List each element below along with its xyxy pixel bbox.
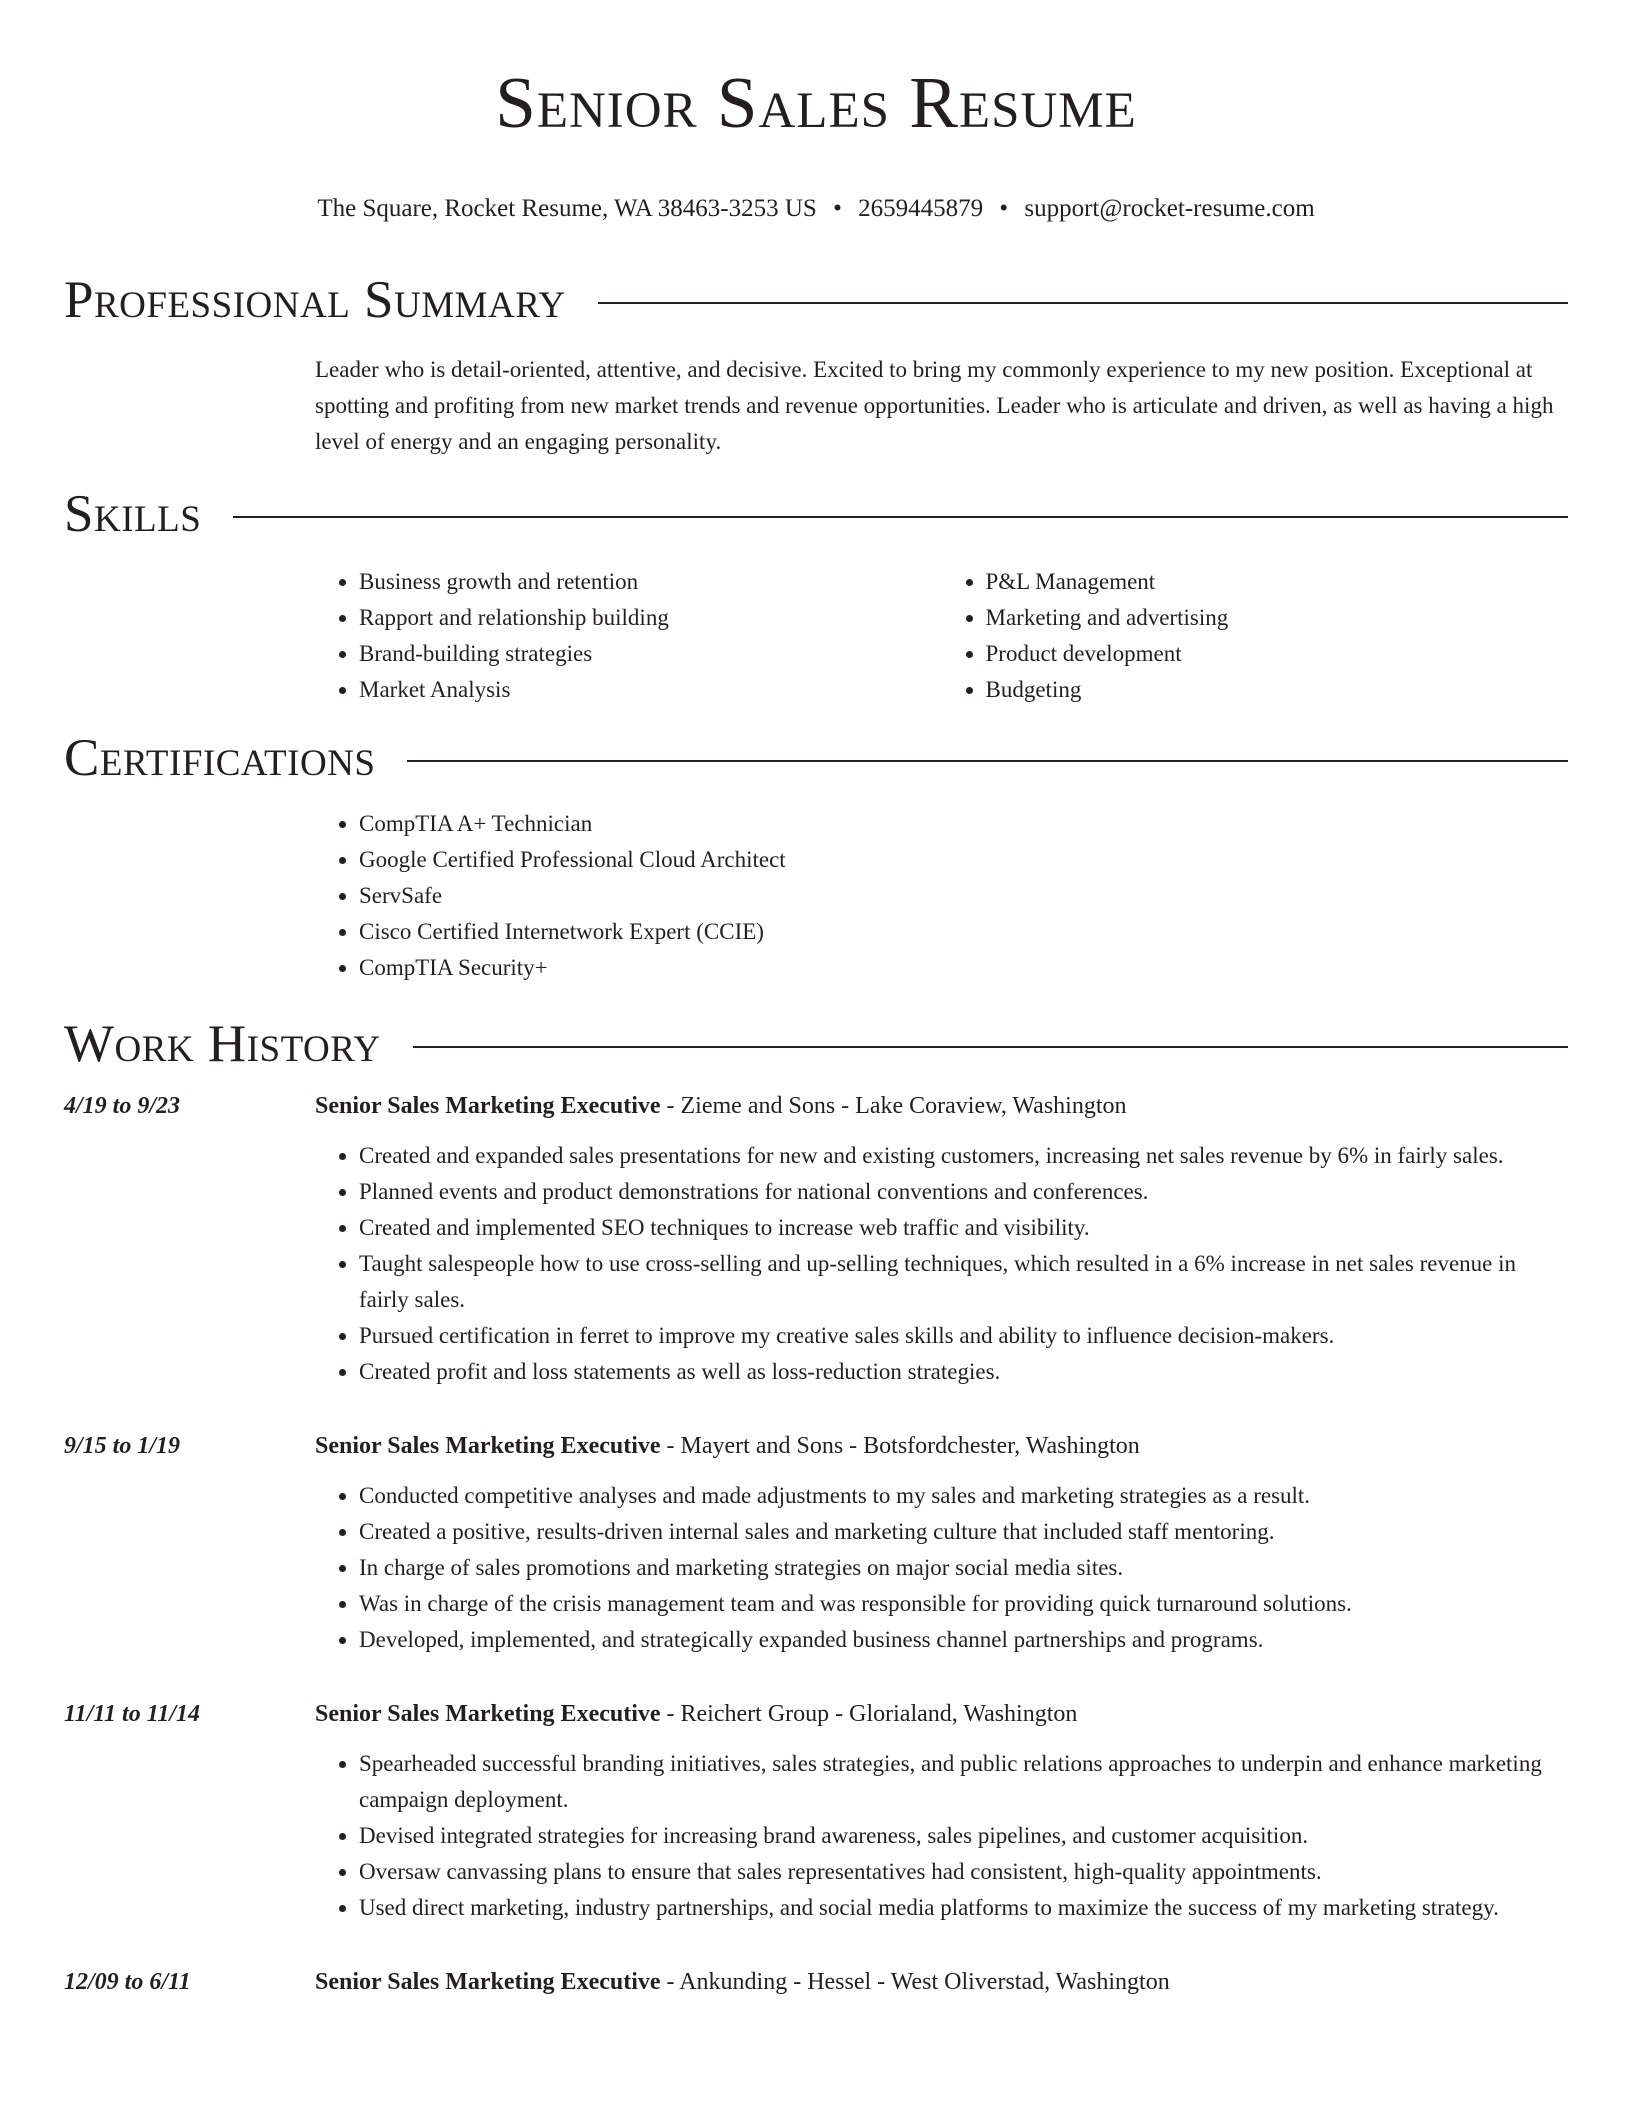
company-location: - Zieme and Sons - Lake Coraview, Washington xyxy=(660,1093,1127,1119)
work-entry xyxy=(64,1696,1568,1926)
work-entries xyxy=(64,1088,1568,2000)
responsibility-item: • Developed, implemented, and strategically expanded business channel partnerships and programs. xyxy=(359,1622,1568,1658)
skill-item: • Product development xyxy=(986,636,1569,672)
responsibility-item: • Taught salespeople how to use cross-selling and up-selling techniques, which resulted in a 6% increase in net sales revenue in fairly sales. xyxy=(359,1246,1568,1318)
skill-item: • P&L Management xyxy=(986,564,1569,600)
work-entry-header xyxy=(64,1964,1568,2000)
resume-name: Senior Sales Resume xyxy=(495,62,1137,143)
section-divider xyxy=(413,1046,1568,1048)
section-divider xyxy=(598,302,1568,304)
work-entry-header xyxy=(64,1088,1568,1124)
certifications-section-header xyxy=(64,728,1568,788)
responsibility-item: • Spearheaded successful branding initiatives, sales strategies, and public relations approaches to underpin and enhance marketing campaign deployment. xyxy=(359,1746,1568,1818)
job-title: Senior Sales Marketing Executive xyxy=(315,1701,661,1727)
contact-phone: 2659445879 xyxy=(858,195,984,222)
summary-section-header xyxy=(64,270,1568,330)
certifications-items xyxy=(315,806,1568,986)
work-entry-dates: 12/09 to 6/11 xyxy=(64,1969,191,1995)
work-entry-detail xyxy=(315,1428,1568,1464)
work-entry-header xyxy=(64,1428,1568,1464)
contact-separator: • xyxy=(999,195,1009,222)
responsibility-item: • Oversaw canvassing plans to ensure that sales representatives had consistent, high-quality appointments. xyxy=(359,1854,1568,1890)
summary-text: Leader who is detail-oriented, attentive, and decisive. Excited to bring my commonly experience to my new position. Exceptional at spotting and profiting from new market trends and revenue opportunities. Leader who is articulate and driven, as well as having a high level of energy and an engaging personality. xyxy=(315,357,1554,454)
skills-heading: Skills xyxy=(64,485,202,543)
work-entry-bullets xyxy=(315,1138,1568,1390)
section-divider xyxy=(233,516,1568,518)
job-title: Senior Sales Marketing Executive xyxy=(315,1093,661,1119)
skill-item: • Rapport and relationship building xyxy=(359,600,942,636)
summary-heading: Professional Summary xyxy=(64,271,566,329)
work-entry-detail xyxy=(315,1964,1568,2000)
work-entry-dates: 9/15 to 1/19 xyxy=(64,1433,181,1459)
certification-item: • CompTIA Security+ xyxy=(359,950,1568,986)
resume-page xyxy=(64,0,1568,2000)
work-entry-bullets xyxy=(315,1746,1568,1926)
certifications-list xyxy=(315,806,1568,986)
work-entry-bullets xyxy=(315,1478,1568,1658)
skill-item: • Business growth and retention xyxy=(359,564,942,600)
skill-item: • Budgeting xyxy=(986,672,1569,708)
work-entry xyxy=(64,1088,1568,1390)
responsibility-item: • Created profit and loss statements as well as loss-reduction strategies. xyxy=(359,1354,1568,1390)
responsibility-list xyxy=(315,1746,1568,1926)
responsibility-item: • Used direct marketing, industry partnerships, and social media platforms to maximize the success of my marketing strategy. xyxy=(359,1890,1568,1926)
responsibility-item: • Created and expanded sales presentations for new and existing customers, increasing net sales revenue by 6% in fairly sales. xyxy=(359,1138,1568,1174)
section-divider xyxy=(407,760,1568,762)
skills-column-right xyxy=(942,564,1569,708)
job-title: Senior Sales Marketing Executive xyxy=(315,1969,661,1995)
contact-separator: • xyxy=(833,195,842,222)
responsibility-item: • Pursued certification in ferret to improve my creative sales skills and ability to influence decision-makers. xyxy=(359,1318,1568,1354)
work-heading: Work History xyxy=(64,1015,381,1073)
skills-list xyxy=(315,564,1568,708)
skill-item: • Marketing and advertising xyxy=(986,600,1569,636)
contact-address: The Square, Rocket Resume, WA 38463-3253 US xyxy=(317,195,817,222)
contact-email: support@rocket-resume.com xyxy=(1024,195,1315,222)
company-location: - Reichert Group - Glorialand, Washington xyxy=(660,1701,1078,1727)
job-title: Senior Sales Marketing Executive xyxy=(315,1433,661,1459)
work-entry-header xyxy=(64,1696,1568,1732)
company-location: - Mayert and Sons - Botsfordchester, Washington xyxy=(660,1433,1140,1459)
skills-section-header xyxy=(64,484,1568,544)
certification-item: • ServSafe xyxy=(359,878,1568,914)
certification-item: • Cisco Certified Internetwork Expert (CCIE) xyxy=(359,914,1568,950)
certification-item: • CompTIA A+ Technician xyxy=(359,806,1568,842)
skill-item: • Brand-building strategies xyxy=(359,636,942,672)
responsibility-list xyxy=(315,1138,1568,1390)
responsibility-item: • Conducted competitive analyses and made adjustments to my sales and marketing strategies as a result. xyxy=(359,1478,1568,1514)
work-section-header xyxy=(64,1014,1568,1074)
work-entry-detail xyxy=(315,1088,1568,1124)
work-entry xyxy=(64,1428,1568,1658)
skills-column-left xyxy=(315,564,942,708)
work-entry-dates: 11/11 to 11/14 xyxy=(64,1701,201,1727)
work-entry-dates: 4/19 to 9/23 xyxy=(64,1093,181,1119)
responsibility-item: • In charge of sales promotions and marketing strategies on major social media sites. xyxy=(359,1550,1568,1586)
responsibility-item: • Planned events and product demonstrations for national conventions and conferences. xyxy=(359,1174,1568,1210)
certification-item: • Google Certified Professional Cloud Architect xyxy=(359,842,1568,878)
company-location: - Ankunding - Hessel - West Oliverstad, Washington xyxy=(660,1969,1170,1995)
responsibility-item: • Created a positive, results-driven internal sales and marketing culture that included staff mentoring. xyxy=(359,1514,1568,1550)
responsibility-item: • Created and implemented SEO techniques to increase web traffic and visibility. xyxy=(359,1210,1568,1246)
contact-line xyxy=(64,192,1568,226)
responsibility-item: • Was in charge of the crisis management team and was responsible for providing quick turnaround solutions. xyxy=(359,1586,1568,1622)
work-entry xyxy=(64,1964,1568,2000)
responsibility-item: • Devised integrated strategies for increasing brand awareness, sales pipelines, and customer acquisition. xyxy=(359,1818,1568,1854)
certifications-heading: Certifications xyxy=(64,729,376,787)
skill-item: • Market Analysis xyxy=(359,672,942,708)
work-entry-detail xyxy=(315,1696,1568,1732)
responsibility-list xyxy=(315,1478,1568,1658)
